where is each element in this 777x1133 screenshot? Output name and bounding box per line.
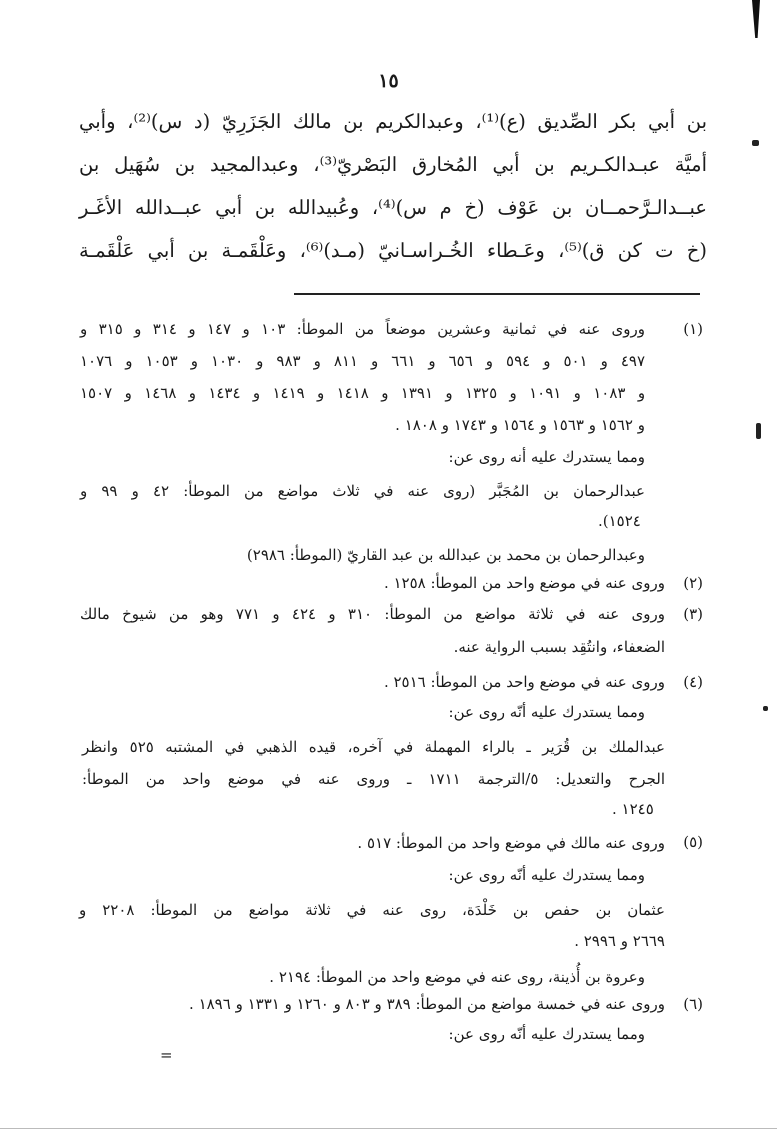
footnote-line: ١٥٢٤). [598,512,641,530]
footnote-line: الجرح والتعديل: ٥/الترجمة ١٧١١ ـ وروى عنه في موضع واحد من الموطأ: [82,770,666,788]
footnote-line: عبدالرحمان بن المُجَبَّر (روى عنه في ثلاث مواضع من الموطأ: ٤٢ و ٩٩ و [80,482,645,500]
footnote-number: (١) [683,320,703,338]
footnote-line: ٢٦٦٩ و ٢٩٩٦ . [574,932,665,950]
scan-speck [763,706,768,711]
scan-speck [756,423,761,439]
footnote-line: وروى عنه في موضع واحد من الموطأ: ١٢٥٨ . [383,574,665,592]
footnote-line: و ١٠٨٣ و ١٠٩١ و ١٣٢٥ و ١٣٩١ و ١٤١٨ و ١٤١٩ و ١٤٣٤ و ١٤٦٨ و ١٥٠٧ [80,384,646,402]
footnote-line: الضعفاء، وانتُقِد بسبب الرواية عنه. [453,638,665,656]
footnote-line: ١٢٤٥ . [612,800,654,818]
footnote-line: وروى عنه في ثمانية وعشرين موضعاً من الموطأ: ١٠٣ و ١٤٧ و ٣١٤ و ٣١٥ و [80,320,645,338]
footnote-separator [294,293,700,295]
footnote-line: وروى عنه في ثلاثة مواضع من الموطأ: ٣١٠ و ٤٢٤ و ٧٧١ وهو من شيوخ مالك [80,605,666,623]
footnote-line: ومما يستدرك عليه أنّه روى عن: [448,866,645,884]
footnote-line: وعبدالرحمان بن محمد بن عبدالله بن عبد القاريّ (الموطأ: ٢٩٨٦) [246,546,645,564]
footnote-number: (٦) [683,995,703,1013]
footnote-line: ومما يستدرك عليه أنّه روى عن: [448,703,645,721]
page-number: ١٥ [378,70,399,92]
footnote-line: ومما يستدرك عليه أنّه روى عن: [448,1025,645,1043]
footnote-number: (٥) [683,833,703,851]
footnote-number: (٣) [683,605,703,623]
footnote-line: ٤٩٧ و ٥٠١ و ٥٩٤ و ٦٥٦ و ٦٦١ و ٨١١ و ٩٨٣ و ١٠٣٠ و ١٠٥٣ و ١٠٧٦ [80,352,646,370]
main-text-line: بن أبي بكر الصِّديق (ع)⁽¹⁾، وعبدالكريم بن مالك الجَزَرِيّ (د س)⁽²⁾، وأبي [79,110,707,133]
footnote-line: وروى عنه في خمسة مواضع من الموطأ: ٣٨٩ و ٨٠٣ و ١٢٦٠ و ١٣٣١ و ١٨٩٦ . [189,995,665,1013]
main-text-line: (خ ت كن ق)⁽⁵⁾، وعَـطاء الخُـراسـانيّ (مـد)⁽⁶⁾، وعَلْقَمـة بن أبي عَلْقَمـة [79,239,707,262]
scan-speck [752,140,759,146]
footnote-line: و ١٥٦٢ و ١٥٦٣ و ١٥٦٤ و ١٧٤٣ و ١٨٠٨ . [395,416,645,434]
footnote-line: عبدالملك بن قُرَير ـ بالراء المهملة في آخره، قيده الذهبي في المشتبه ٥٢٥ وانظر [82,738,666,756]
footnote-line: وعروة بن أُذينة، روى عنه في موضع واحد من الموطأ: ٢١٩٤ . [269,968,645,986]
main-text-line: عبــدالـرَّحمــان بن عَوْف (خ م س)⁽⁴⁾، وعُبيدالله بن أبي عبــدالله الأغَـر [79,196,707,219]
scan-bottom-edge [0,1128,777,1129]
footnote-number: (٢) [683,574,703,592]
main-text-line: أميَّة عبـدالكـريم بن أبي المُخارق البَصْريّ⁽³⁾، وعبدالمجيد بن سُهَيل بن [79,153,707,176]
footnote-number: (٤) [683,673,703,691]
footnote-line: وروى عنه مالك في موضع واحد من الموطأ: ٥١٧ . [357,834,665,852]
footnote-line: ومما يستدرك عليه أنه روى عن: [448,448,645,466]
footnote-line: وروى عنه في موضع واحد من الموطأ: ٢٥١٦ . [383,673,665,691]
footnote-line: عثمان بن حفص بن خَلْدَة، روى عنه في ثلاثة مواضع من الموطأ: ٢٢٠٨ و [79,901,666,919]
scan-edge-mark [752,0,760,38]
continuation-mark: = [160,1046,173,1064]
